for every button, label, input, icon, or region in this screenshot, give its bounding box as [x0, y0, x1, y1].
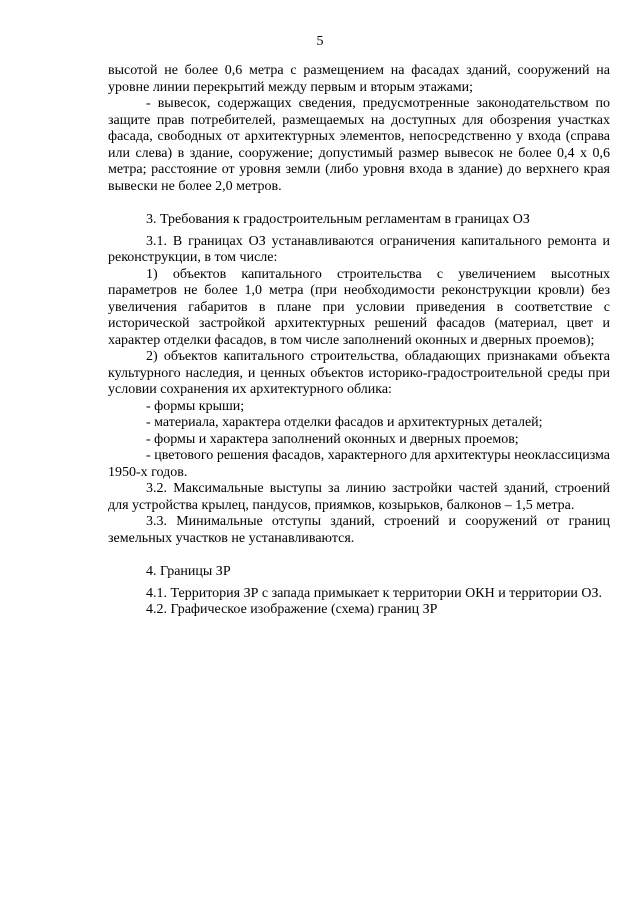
list-item-window-door-fill: - формы и характера заполнений оконных и дверных проемов; [146, 431, 519, 447]
document-body [108, 63, 610, 619]
section-3-heading: 3. Требования к градостроительным регламентам в границах ОЗ [146, 212, 530, 227]
list-item-roof-form: - формы крыши; [146, 398, 245, 414]
paragraph-3-2: 3.2. Максимальные выступы за линию застройки частей зданий, строений для устройства крылец, пандусов, приямков, козырьков, балконов – 1,5 метра. [108, 481, 610, 513]
list-item-facade-material: - материала, характера отделки фасадов и архитектурных деталей; [146, 415, 543, 430]
paragraph-continuation: высотой не более 0,6 метра с размещением на фасадах зданий, сооружений на уровне линии перекрытий между первым и вторым этажами; [108, 63, 610, 95]
paragraph-4-1: 4.1. Территория ЗР с запада примыкает к территории ОКН и территории ОЗ. [146, 585, 603, 601]
paragraph-4-2: 4.2. Графическое изображение (схема) границ ЗР [146, 602, 438, 617]
paragraph-3-1: 3.1. В границах ОЗ устанавливаются ограничения капитального ремонта и реконструкции, в том числе: [108, 233, 610, 265]
paragraph-signs: - вывесок, содержащих сведения, предусмотренные законодательством по защите прав потребителей, размещаемых на доступных для обозрения участках фасада, свободных от архитектурных элементов, непосредственно у входа (справа или слева) в здание, сооружение; допустимый размер вывесок не более 0,4 х 0,6 метра; расстояние от уровня земли (либо уровня входа в здание) до верхнего края вывески не более 2,0 метров. [108, 96, 610, 194]
paragraph-3-1-item-2: 2) объектов капитального строительства, обладающих признаками объекта культурного наследия, и ценных объектов историко-градостроительной среды при условии сохранения их архитектурного облика: [108, 349, 610, 397]
page-number: 5 [316, 34, 324, 49]
list-item-facade-color: - цветового решения фасадов, характерного для архитектуры неоклассицизма 1950-х годов. [108, 448, 610, 480]
paragraph-3-1-item-1: 1) объектов капитального строительства с увеличением высотных параметров не более 1,0 метра (при необходимости реконструкции кровли) без увеличения габаритов в плане при условии приведения в соответствие с исторической застройкой архитектурных решений фасадов (материал, цвет и характер отделки фасадов, в том числе заполнений оконных и дверных проемов); [108, 266, 610, 348]
paragraph-3-3: 3.3. Минимальные отступы зданий, строений и сооружений от границ земельных участков не устанавливаются. [108, 514, 610, 546]
section-4-heading: 4. Границы ЗР [146, 564, 231, 579]
